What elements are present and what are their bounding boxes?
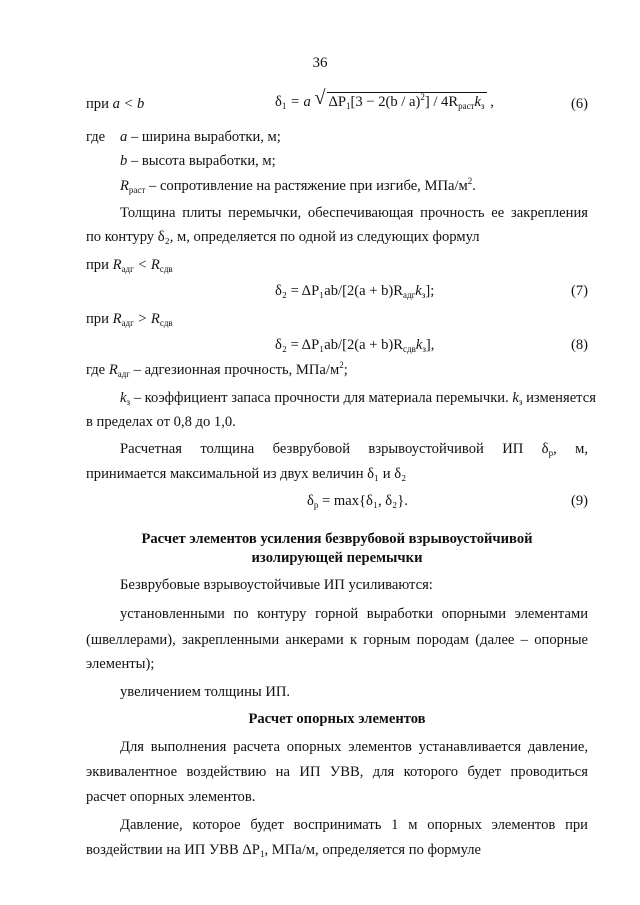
eq9-body: = max{δ₁, δ₂}. (318, 493, 408, 509)
condition-8-prefix: при (86, 311, 113, 327)
paragraph-4-line-1: установленными по контуру горной выработки опорными элементами (120, 606, 588, 622)
definition-r-power: 2 (467, 176, 473, 186)
equation-number-8: (8) (570, 337, 588, 353)
condition-7-r2-sub: сдв (159, 264, 173, 274)
equation-number-6: (6) (570, 96, 588, 112)
paragraph-2-text: Расчетная толщина безврубовой взрывоустойчивой ИП δ (120, 441, 549, 457)
paragraph-6-line-3: расчет опорных элементов. (86, 789, 256, 805)
condition-7-r-sub: адг (121, 264, 134, 274)
radicand-dp-sub: 1 (346, 101, 351, 111)
condition-7-r: R (112, 257, 122, 273)
paragraph-2-end: , м, (553, 441, 589, 457)
definition-k-body: – коэффициент запаса прочности для материала перемычки. (130, 390, 513, 406)
paragraph-1-line-1: Толщина плиты перемычки, обеспечивающая прочность ее закрепления (120, 205, 588, 221)
condition-7 (86, 257, 173, 275)
definition-radg (86, 362, 348, 380)
definition-a-body: – ширина выработки, м; (127, 129, 281, 145)
paragraph-6-line-1: Для выполнения расчета опорных элементов устанавливается давление, (120, 739, 588, 755)
eq7-sub: адг (403, 290, 416, 300)
definition-r-end: . (472, 178, 476, 194)
equation-number-7: (7) (570, 283, 588, 299)
equation-9 (307, 493, 408, 511)
eq7-end: ]; (425, 283, 435, 299)
condition-6-expression: a < b (112, 96, 145, 112)
eq9-sub: р (313, 500, 319, 510)
paragraph-2-line-2: принимается максимальной из двух величин δ₁ и δ₂ (86, 466, 407, 482)
symbol-b: b (120, 153, 128, 169)
symbol-radg: R (108, 362, 118, 378)
paragraph-1-line-2: по контуру δ₂, м, определяется по одной из следующих формул (86, 229, 480, 245)
paragraph-5: увеличением толщины ИП. (120, 684, 291, 700)
equation-number-9: (9) (570, 493, 588, 509)
eq8-k: k (415, 337, 423, 353)
symbol-k-2-sub: з (518, 397, 523, 407)
eq6-comma: , (486, 94, 494, 110)
paragraph-2-line-1 (86, 441, 588, 459)
condition-8-r: R (112, 311, 122, 327)
symbol-a: a (120, 129, 128, 145)
radicand-r: ] / 4R (424, 94, 459, 110)
paragraph-7-text: воздействии на ИП УВВ ΔP (86, 842, 260, 858)
symbol-k-sub: з (126, 397, 131, 407)
radicand-k-sub: з (481, 101, 485, 111)
eq6-delta-sub: 1 (281, 101, 287, 111)
radicand (327, 92, 487, 112)
definition-b-body: – высота выработки, м; (127, 153, 276, 169)
paragraph-3: Безврубовые взрывоустойчивые ИП усиливаются: (120, 577, 433, 593)
equation-6 (275, 87, 494, 112)
definition-k-line-2: в пределах от 0,8 до 1,0. (86, 414, 236, 430)
definition-k-end: изменяется (522, 390, 596, 406)
section-heading-2: Расчет опорных элементов (248, 711, 426, 727)
paragraph-7-sub: 1 (259, 849, 265, 859)
condition-8-r2-sub: сдв (159, 318, 173, 328)
condition-7-prefix: при (86, 257, 113, 273)
square-root (314, 87, 487, 112)
definition-radg-body: – адгезионная прочность, МПа/м (130, 362, 340, 378)
paragraph-7-line-1: Давление, которое будет воспринимать 1 м опорных элементов при (120, 817, 588, 833)
paragraph-6-line-2: эквивалентное воздействию на ИП УВВ, для которого будет проводиться (86, 764, 588, 780)
symbol-r: R (120, 178, 129, 194)
eq8-end: ], (425, 337, 435, 353)
radicand-r-sub: раст (458, 101, 475, 111)
symbol-r-sub: раст (128, 185, 146, 195)
eq7-body: δ₂ = ΔP₁ab/[2(a + b)R (275, 283, 404, 299)
definition-b (120, 153, 276, 171)
condition-8-r-sub: адг (121, 318, 134, 328)
paragraph-4-line-2: (швеллерами), закрепленными анкерами к горным породам (далее – опорные (86, 632, 588, 648)
definition-r (120, 178, 476, 196)
paragraph-7-end: , МПа/м, определяется по формуле (264, 842, 482, 858)
definition-a-text (120, 129, 281, 147)
eq9-delta: δ (307, 493, 314, 509)
paragraph-7-line-2 (86, 842, 481, 860)
condition-8 (86, 311, 173, 329)
definition-radg-power: 2 (339, 360, 344, 370)
definition-k-line-1 (120, 390, 596, 408)
radicand-power: 2 (420, 92, 425, 102)
eq6-a: = a (286, 94, 311, 110)
condition-6-prefix: при (86, 96, 109, 112)
eq7-k: k (415, 283, 422, 299)
radical-sign-icon: √ (314, 87, 326, 109)
definition-r-body: – сопротивление на растяжение при изгибе, МПа/м (145, 178, 468, 194)
eq8-sub: сдв (403, 344, 416, 354)
symbol-radg-sub: адг (117, 369, 130, 379)
section-heading-1-line-1: Расчет элементов усиления безврубовой взрывоустойчивой (141, 531, 533, 547)
where-label: где (86, 129, 106, 145)
definition-radg-end: ; (343, 362, 348, 378)
section-heading-1-line-2: изолирующей перемычки (251, 550, 423, 566)
symbol-k-2: k (512, 390, 519, 406)
radicand-dp: ΔP (328, 94, 347, 110)
paragraph-2-sub: р (548, 448, 554, 458)
radicand-k: k (474, 94, 482, 110)
equation-7 (275, 283, 434, 301)
condition-7-r2: < R (133, 257, 160, 273)
eq6-delta: δ (275, 94, 282, 110)
paragraph-4-line-3: элементы); (86, 656, 155, 672)
condition-6 (86, 96, 144, 114)
equation-8 (275, 337, 434, 355)
radicand-bracket: [3 − 2(b / a) (350, 94, 421, 110)
condition-8-r2: > R (133, 311, 160, 327)
definition-a (86, 129, 105, 147)
eq8-body: δ₂ = ΔP₁ab/[2(a + b)R (275, 337, 404, 353)
page-number: 36 (312, 55, 328, 71)
where-label-2: где (86, 362, 109, 378)
symbol-k: k (120, 390, 127, 406)
eq7-k-sub: з (421, 290, 426, 300)
eq8-k-sub: з (422, 344, 426, 354)
